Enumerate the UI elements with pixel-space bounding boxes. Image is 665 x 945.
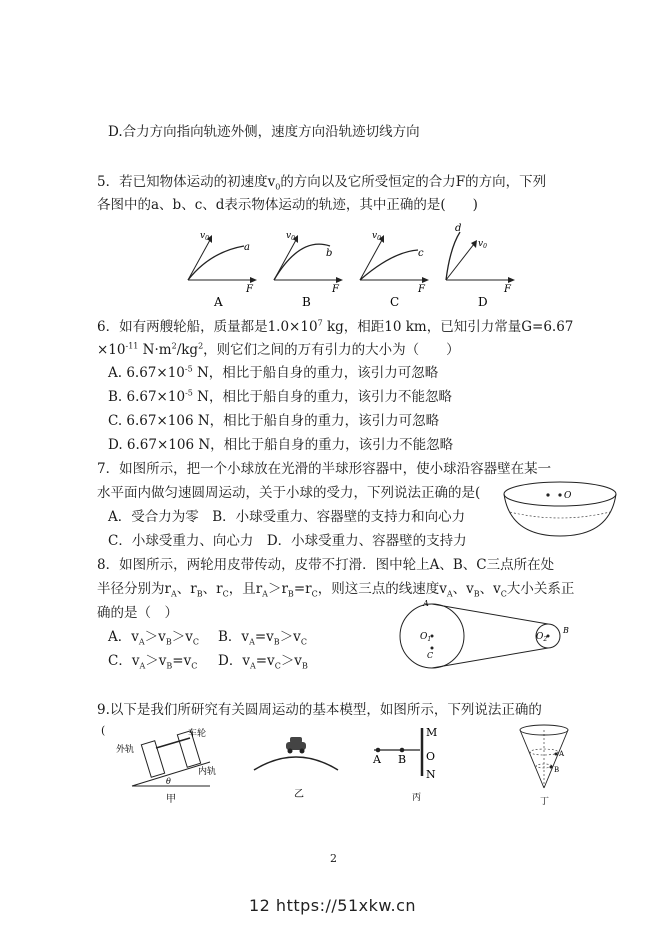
q9-figure-jia xyxy=(116,727,216,805)
q6-option-b: B. $6.67\times 10^{-5}$ N，相比于船自身的重力，该引力不能忽略 xyxy=(108,388,452,405)
q7-O-label: O xyxy=(564,491,572,501)
q7-bowl-figure xyxy=(500,478,620,540)
q8-option-c: C．$v_A>v_B=v_C$ xyxy=(108,653,198,671)
q9-inner-rail-label: 内轨 xyxy=(198,767,217,777)
q6-option-c: C. 6.67×106 N，相比于船自身的重力，该引力可忽略 xyxy=(108,413,440,429)
q9-M-label: M xyxy=(426,726,438,739)
q9-figure-yi xyxy=(254,737,338,800)
q8-option-a: A．$v_A>v_B>v_C$ xyxy=(108,629,199,647)
q9-ding-B-label: B xyxy=(554,766,560,774)
footer-watermark: 12 https://51xkw.cn xyxy=(248,896,417,915)
q9-figure-bing xyxy=(372,726,437,803)
q9-B-label: B xyxy=(398,753,407,766)
q7-options-2: C．小球受重力、向心力 D．小球受重力、容器壁的支持力 xyxy=(108,533,467,549)
q7-line1: 7．如图所示，把一个小球放在光滑的半球形容器中，使小球沿容器壁在某一 xyxy=(97,461,552,477)
q6-line2: $\times 10^{-11}$ $N\cdot m^2/kg^2$，则它们之间的万有引力的大小为（ ） xyxy=(97,341,460,358)
svg-text:F: F xyxy=(418,284,425,295)
q9-figures xyxy=(110,722,580,812)
svg-text:F: F xyxy=(332,284,339,295)
q5-figure-b xyxy=(274,231,343,309)
svg-text:v0: $v_0$ xyxy=(286,231,295,242)
q5d-label: D xyxy=(478,295,488,309)
q5-figure-d xyxy=(446,223,515,309)
q8-line1: 8．如图所示，两轮用皮带传动，皮带不打滑．图中轮上A、B、C三点所在处 xyxy=(97,557,555,573)
q4-option-d: D.合力方向指向轨迹外侧，速度方向沿轨迹切线方向 xyxy=(108,124,420,140)
q8-B-label: B xyxy=(563,626,569,635)
q7-options-1: A．受合力为零 B．小球受重力、容器壁的支持力和向心力 xyxy=(108,509,466,525)
q9-outer-rail-label: 外轨 xyxy=(116,745,135,755)
q9-O-label: O xyxy=(426,750,436,763)
q9-yi-label: 乙 xyxy=(294,789,304,800)
q5b-curve-label: b xyxy=(326,248,333,259)
q9-ding-A-label: A xyxy=(559,750,565,758)
q9-ding-label: 丁 xyxy=(540,797,550,807)
page-number: 2 xyxy=(330,852,337,865)
q5c-curve-label: c xyxy=(418,248,424,259)
q5a-curve-label: a xyxy=(244,242,250,253)
q5b-label: B xyxy=(302,295,311,309)
q8-belt-figure xyxy=(396,600,576,675)
q9-bing-label: 丙 xyxy=(412,793,422,803)
q9-theta-label: θ xyxy=(166,777,171,786)
q5-figures xyxy=(180,222,530,312)
q7-line2: 水平面内做匀速圆周运动，关于小球的受力，下列说法正确的是( xyxy=(97,485,481,501)
q9-N-label: N xyxy=(426,768,436,781)
q9-figure-ding xyxy=(520,725,568,807)
q8-O2-label: $O_2$ xyxy=(536,632,548,643)
q5a-F-label: F xyxy=(246,284,253,295)
q9-A-label: A xyxy=(373,753,381,766)
q5-figure-c xyxy=(360,231,429,309)
q5-line1: 5．若已知物体运动的初速度$v_0$的方向以及它所受恒定的合力F的方向，下列 xyxy=(97,174,547,192)
q8-option-b: B．$v_A=v_B>v_C$ xyxy=(218,629,307,647)
q8-C-label: C xyxy=(427,651,434,660)
q5a-label: A xyxy=(214,295,223,309)
q8-A-label: A xyxy=(423,600,429,608)
q6-line1: 6．如有两艘轮船，质量都是$1.0\times 10^7$ kg，相距10 km，已知引力常量G=6.67 xyxy=(97,318,574,335)
q9-line1: 9.以下是我们所研究有关圆周运动的基本模型，如图所示，下列说法正确的 xyxy=(97,702,542,718)
svg-text:F: F xyxy=(504,284,511,295)
q5-line2: 各图中的a、b、c、d表示物体运动的轨迹，其中正确的是( ) xyxy=(97,197,478,213)
q6-option-a: A. $6.67\times 10^{-5}$ N，相比于船自身的重力，该引力可忽略 xyxy=(108,364,439,381)
q5a-v0-label: $v_0$ xyxy=(200,231,209,242)
q9-line2: ( xyxy=(101,724,106,737)
q5c-label: C xyxy=(390,295,400,309)
svg-text:v0: $v_0$ xyxy=(372,231,381,242)
q9-jia-label: 甲 xyxy=(166,794,176,805)
q8-line2: 半径分别为$r_A$、$r_B$、$r_C$，且$r_A>r_B=r_C$，则这三点的线速度$v_A$、$v_B$、$v_C$大小关系正 xyxy=(97,581,575,599)
q9-wheel-label: 车轮 xyxy=(188,729,207,739)
svg-text:v0: $v_0$ xyxy=(478,239,487,250)
q8-option-d: D．$v_A=v_C>v_B$ xyxy=(218,653,308,671)
q8-line3: 确的是（ ） xyxy=(97,605,178,621)
q8-O1-label: $O_1$ xyxy=(420,632,432,643)
q5-figure-a xyxy=(188,231,257,309)
q6-option-d: D. 6.67×106 N，相比于船自身的重力，该引力不能忽略 xyxy=(108,437,454,453)
q5d-curve-label: d xyxy=(455,223,462,234)
